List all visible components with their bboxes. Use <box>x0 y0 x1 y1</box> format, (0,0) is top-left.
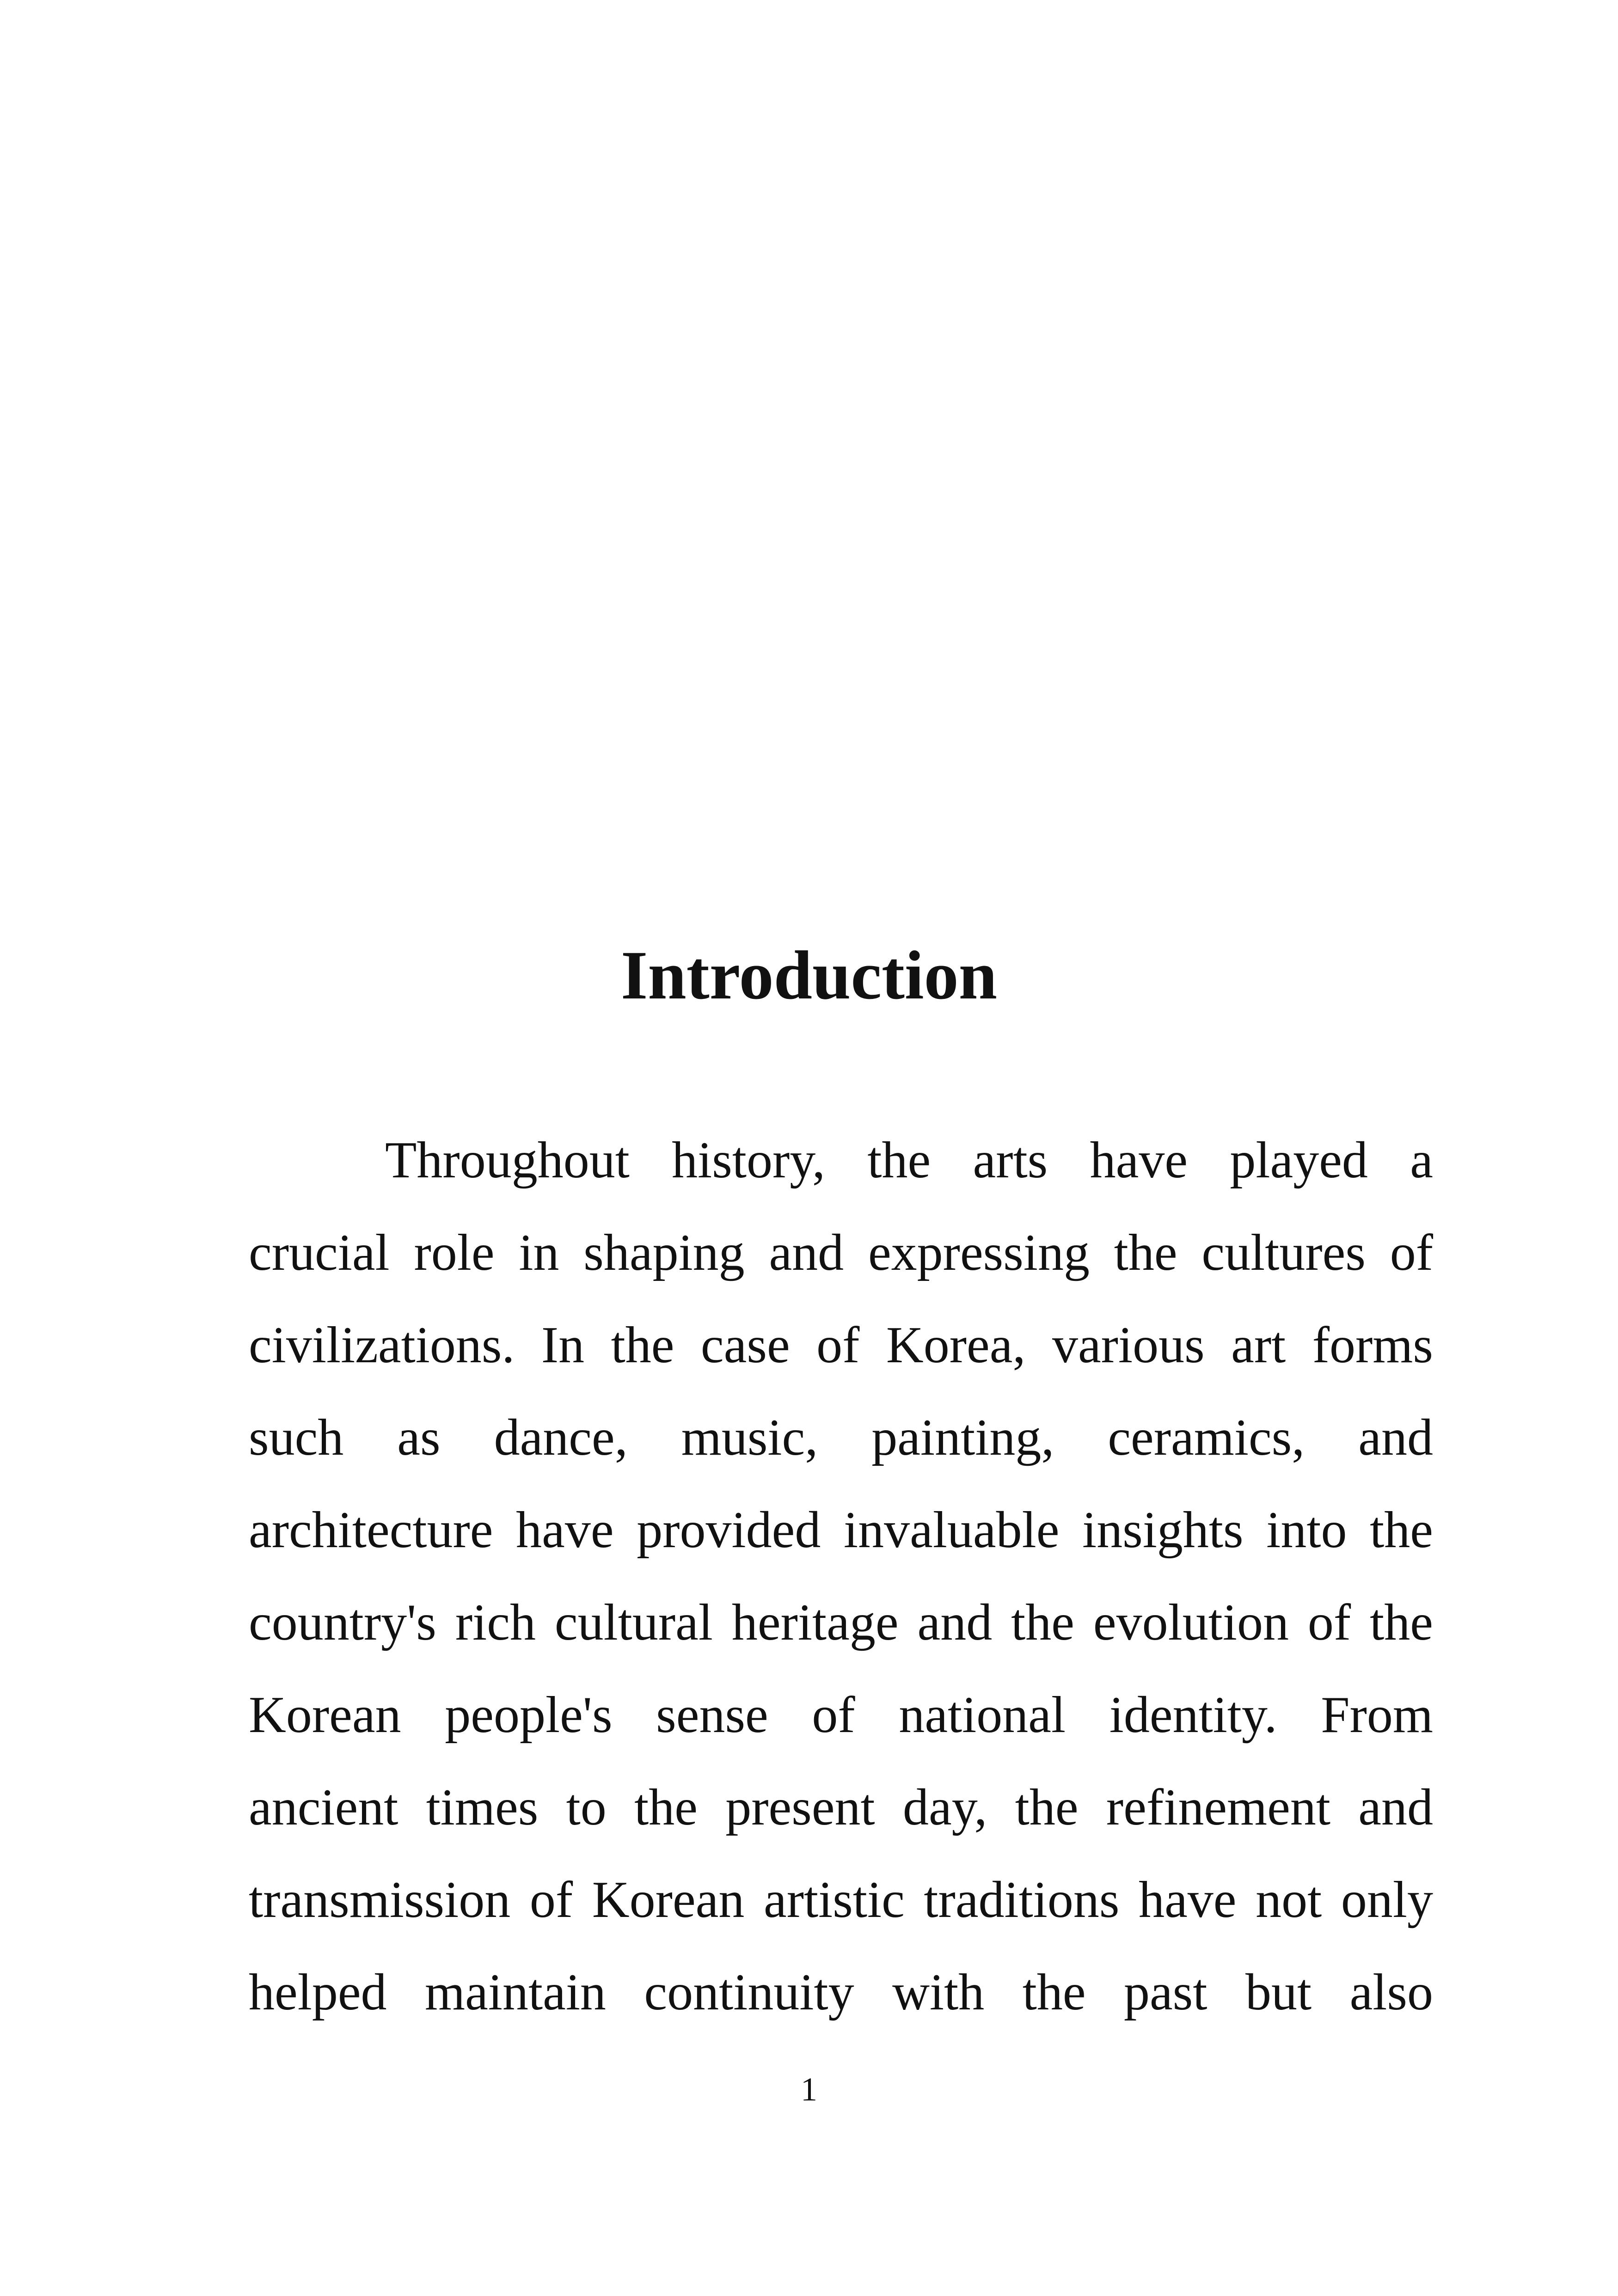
paragraph-line: crucial role in shaping and expressing the cultures of <box>249 1224 1433 1281</box>
page-number: 1 <box>801 2071 817 2108</box>
paragraph-line: transmission of Korean artistic traditions have not only <box>249 1871 1433 1929</box>
paragraph-line: Korean people's sense of national identity. From <box>249 1686 1433 1744</box>
paragraph-line: country's rich cultural heritage and the evolution of the <box>249 1594 1433 1651</box>
paragraph-line: ancient times to the present day, the refinement and <box>249 1779 1433 1836</box>
paragraph-line: civilizations. In the case of Korea, various art forms <box>249 1316 1433 1374</box>
paragraph-line: helped maintain continuity with the past but also <box>249 1964 1433 2021</box>
paragraph-line: Throughout history, the arts have played a <box>385 1132 1433 1189</box>
paragraph-line: architecture have provided invaluable insights into the <box>249 1501 1433 1559</box>
page-title: Introduction <box>620 937 998 1014</box>
body-paragraph <box>249 1114 1433 2039</box>
paragraph-line: such as dance, music, painting, ceramics, and <box>249 1409 1433 1466</box>
